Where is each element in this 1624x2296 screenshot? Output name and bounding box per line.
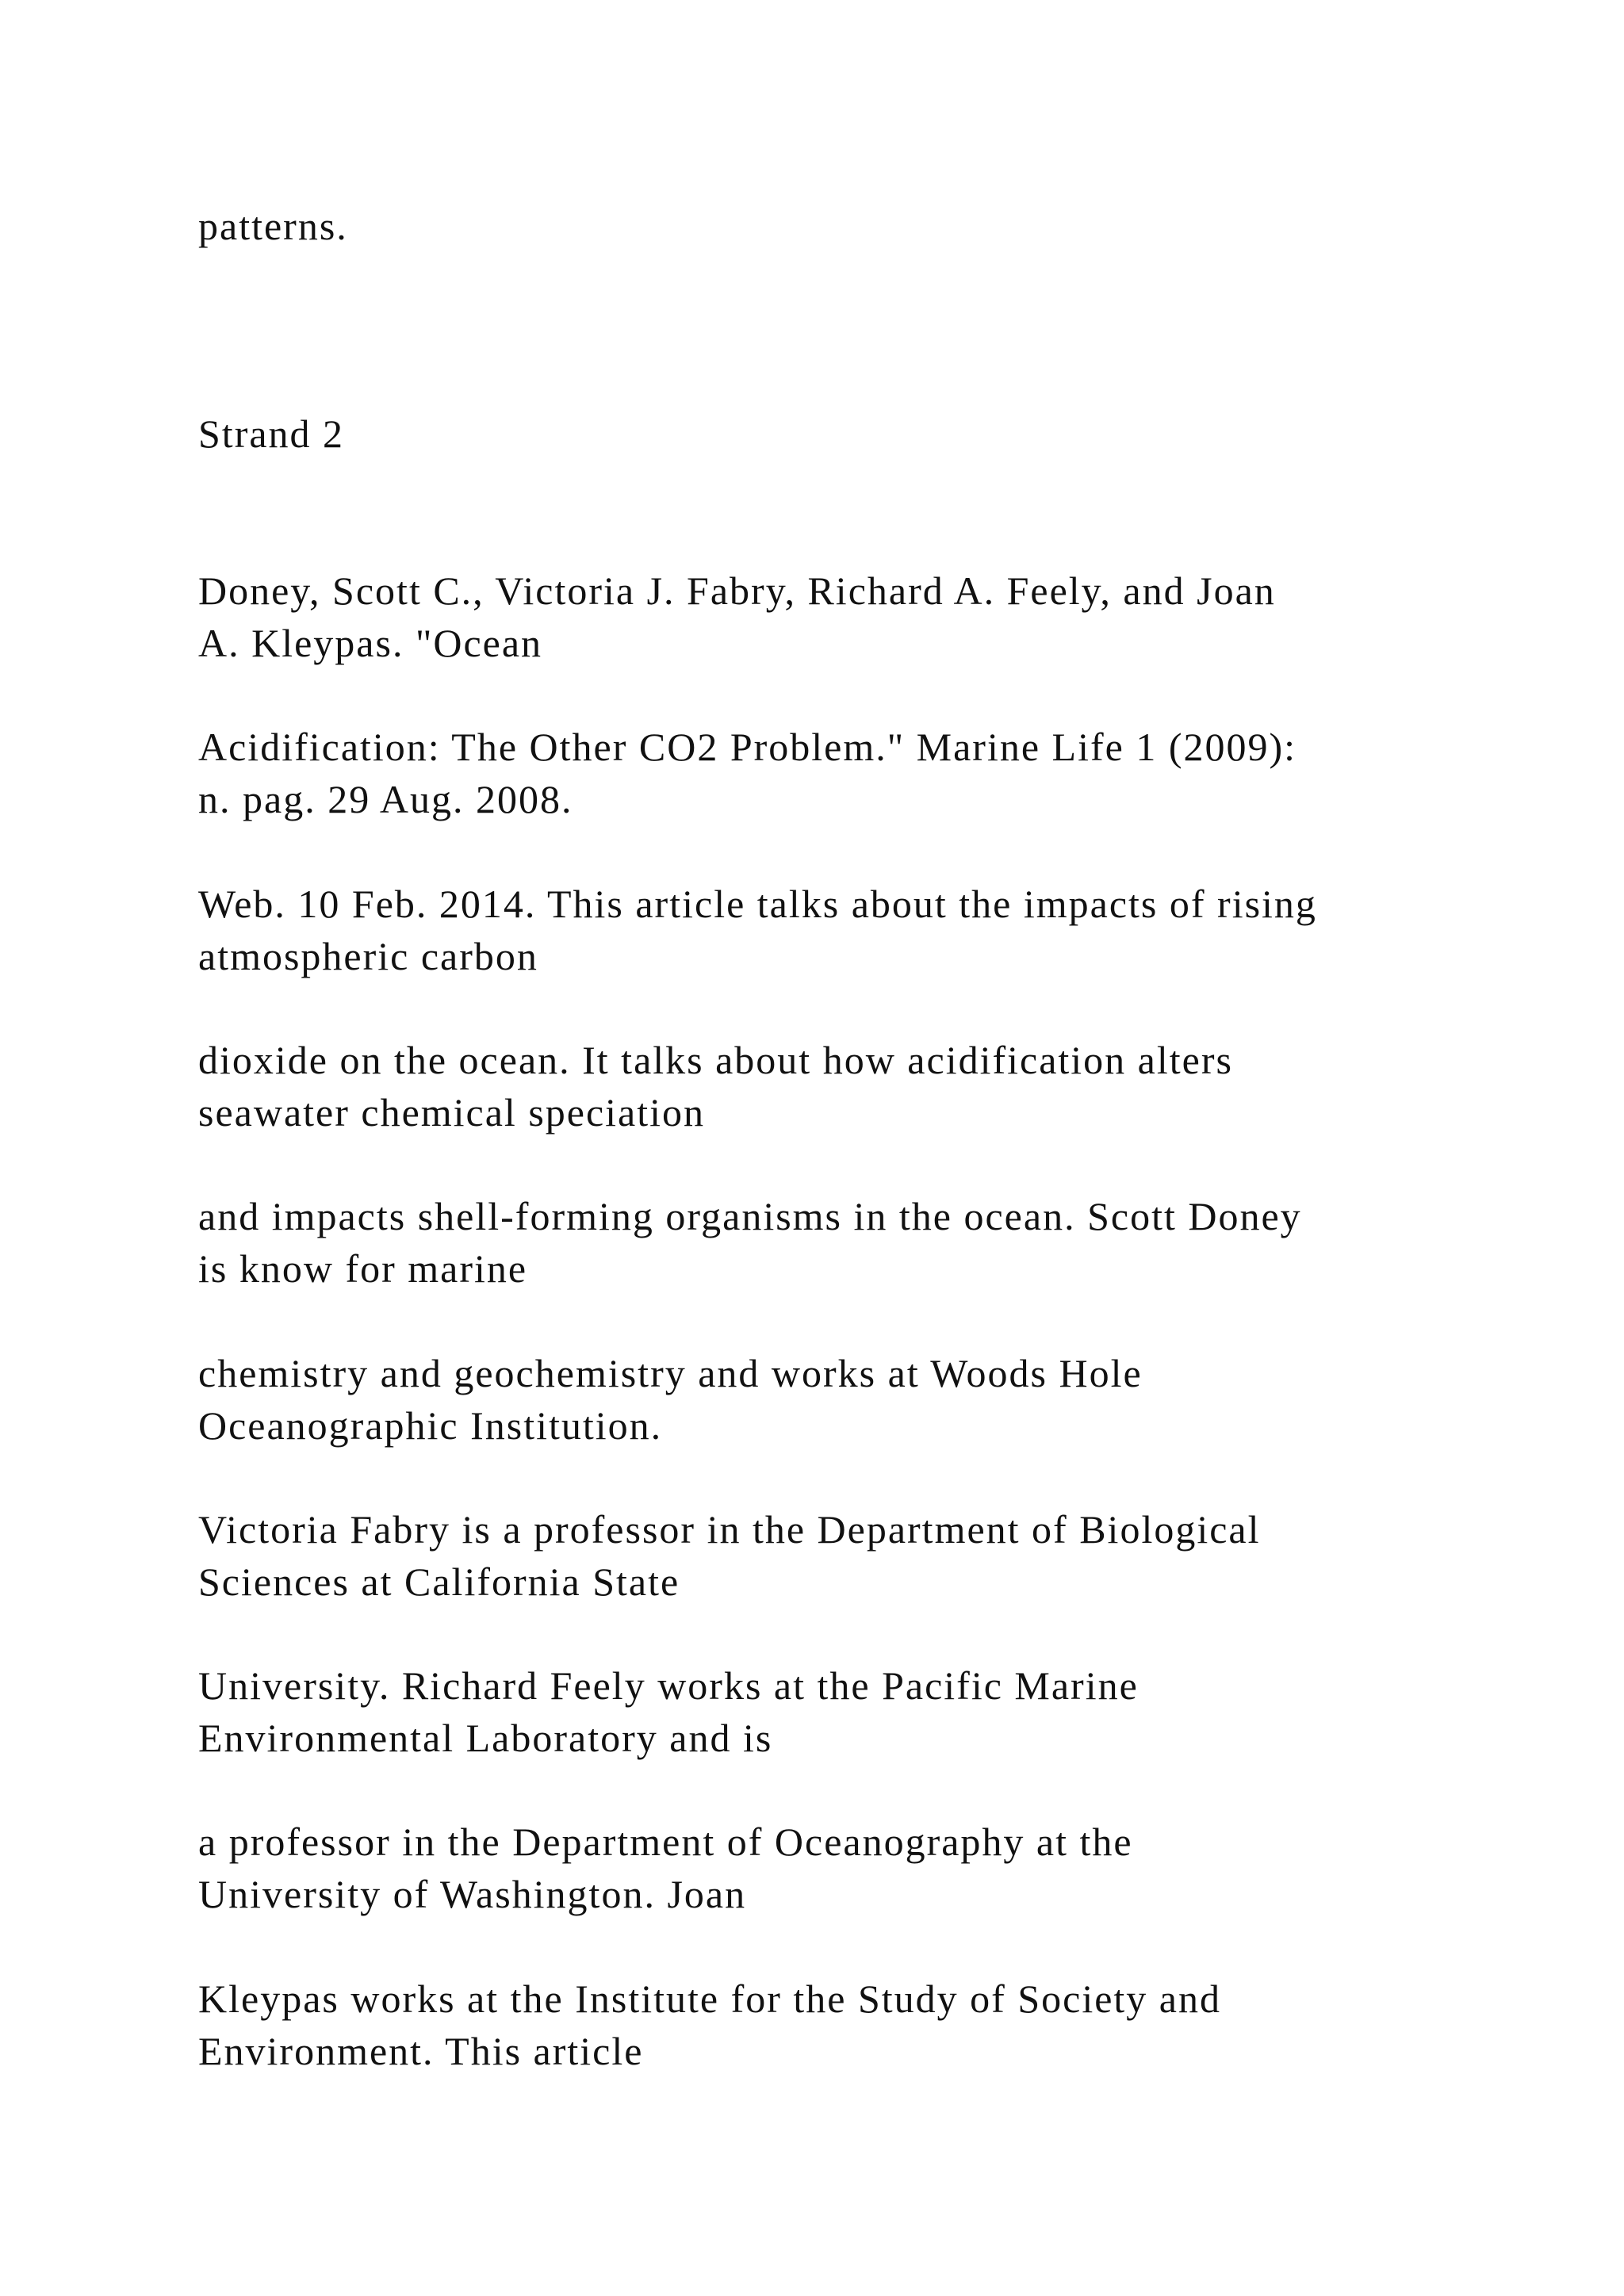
text-line: Kleypas works at the Institute for the Study of Society and	[198, 1976, 1221, 2021]
text-line: Acidification: The Other CO2 Problem." Marine Life 1 (2009):	[198, 725, 1297, 769]
text-line: Web. 10 Feb. 2014. This article talks about the impacts of rising	[198, 882, 1317, 926]
text-line: patterns.	[198, 204, 348, 248]
text-line: Oceanographic Institution.	[198, 1403, 663, 1448]
text-line: atmospheric carbon	[198, 934, 538, 978]
text-line: a professor in the Department of Oceanography at the	[198, 1820, 1133, 1864]
text-line: n. pag. 29 Aug. 2008.	[198, 777, 573, 821]
text-line: dioxide on the ocean. It talks about how acidification alters	[198, 1038, 1233, 1082]
text-line: Doney, Scott C., Victoria J. Fabry, Richard A. Feely, and Joan	[198, 568, 1276, 613]
text-line: Environment. This article	[198, 2029, 644, 2073]
text-line: Environmental Laboratory and is	[198, 1716, 773, 1760]
text-line: chemistry and geochemistry and works at Woods Hole	[198, 1351, 1143, 1395]
text-line: Victoria Fabry is a professor in the Department of Biological	[198, 1507, 1261, 1552]
text-line: Sciences at California State	[198, 1559, 680, 1604]
text-line: A. Kleypas. "Ocean	[198, 621, 543, 665]
section-heading: Strand 2	[198, 411, 345, 456]
text-line: seawater chemical speciation	[198, 1090, 706, 1135]
text-line: is know for marine	[198, 1246, 528, 1291]
text-line: University of Washington. Joan	[198, 1872, 747, 1916]
text-line: and impacts shell-forming organisms in the ocean. Scott Doney	[198, 1194, 1302, 1238]
text-line: University. Richard Feely works at the Pacific Marine	[198, 1663, 1139, 1708]
